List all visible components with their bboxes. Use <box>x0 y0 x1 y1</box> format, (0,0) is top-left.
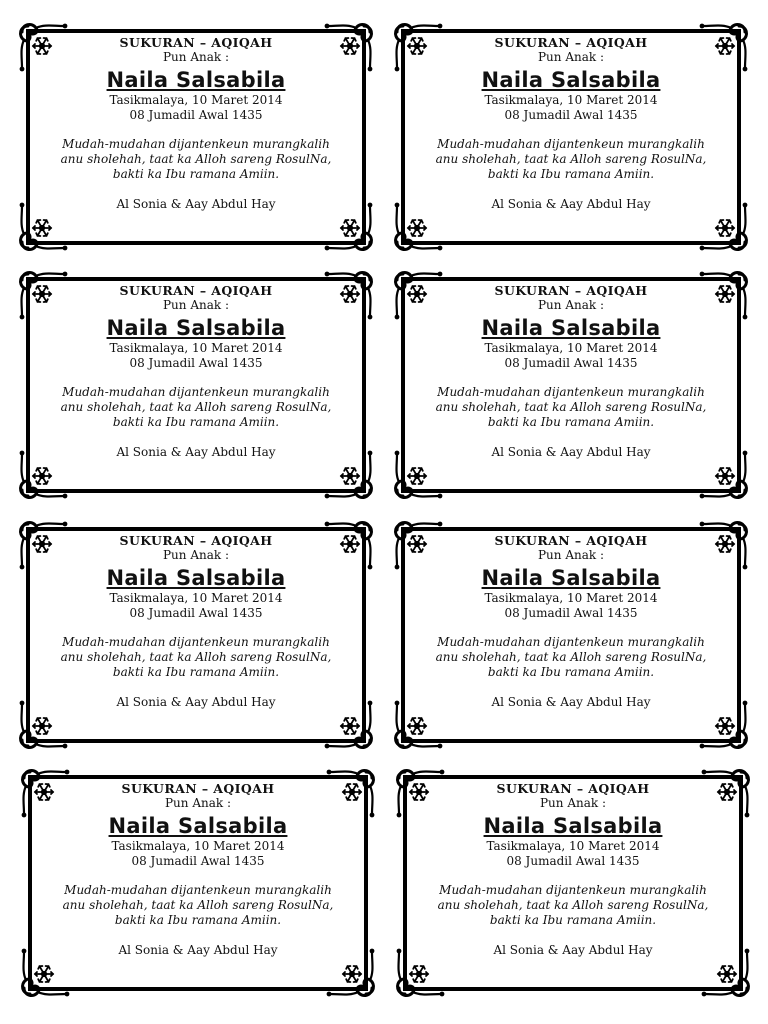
prayer-line: bakti ka Ibu ramana Amiin. <box>112 415 280 429</box>
prayer-line: bakti ka Ibu ramana Amiin. <box>112 665 280 679</box>
prayer-line: anu sholehah, taat ka Alloh sareng RosulNa, <box>60 152 332 166</box>
card-heading: SUKURAN – AQIQAH <box>496 781 650 796</box>
invitation-card <box>393 270 749 500</box>
place-date: Tasikmalaya, 10 Maret 2014 <box>484 341 658 355</box>
invitation-card <box>18 270 374 500</box>
prayer-text <box>32 883 364 928</box>
card-intro: Pun Anak : <box>537 548 605 562</box>
signature: Al Sonia & Aay Abdul Hay <box>493 943 653 957</box>
hijri-date: 08 Jumadil Awal 1435 <box>504 606 638 620</box>
prayer-line: Mudah-mudahan dijantenkeun murangkalih <box>62 635 330 649</box>
hijri-date: 08 Jumadil Awal 1435 <box>506 854 640 868</box>
signature: Al Sonia & Aay Abdul Hay <box>116 695 276 709</box>
card-intro: Pun Anak : <box>537 50 605 64</box>
prayer-line: Mudah-mudahan dijantenkeun murangkalih <box>437 385 705 399</box>
invitation-card <box>18 520 374 750</box>
child-name: Naila Salsabila <box>483 814 663 838</box>
signature: Al Sonia & Aay Abdul Hay <box>491 695 651 709</box>
prayer-text <box>405 635 737 680</box>
invitation-card <box>20 768 376 998</box>
prayer-line: Mudah-mudahan dijantenkeun murangkalih <box>62 385 330 399</box>
place-date: Tasikmalaya, 10 Maret 2014 <box>484 93 658 107</box>
prayer-line: anu sholehah, taat ka Alloh sareng RosulNa, <box>435 400 707 414</box>
card-heading: SUKURAN – AQIQAH <box>494 283 648 298</box>
prayer-line: bakti ka Ibu ramana Amiin. <box>114 913 282 927</box>
signature: Al Sonia & Aay Abdul Hay <box>116 445 276 459</box>
invitation-card <box>395 768 751 998</box>
place-date: Tasikmalaya, 10 Maret 2014 <box>109 93 283 107</box>
card-heading: SUKURAN – AQIQAH <box>119 35 273 50</box>
prayer-line: bakti ka Ibu ramana Amiin. <box>487 167 655 181</box>
prayer-text <box>407 883 739 928</box>
prayer-text <box>30 635 362 680</box>
prayer-line: bakti ka Ibu ramana Amiin. <box>487 415 655 429</box>
child-name: Naila Salsabila <box>481 68 661 92</box>
prayer-line: anu sholehah, taat ka Alloh sareng RosulNa, <box>437 898 709 912</box>
invitation-card <box>393 22 749 252</box>
child-name: Naila Salsabila <box>108 814 288 838</box>
hijri-date: 08 Jumadil Awal 1435 <box>129 356 263 370</box>
card-heading: SUKURAN – AQIQAH <box>494 35 648 50</box>
prayer-line: anu sholehah, taat ka Alloh sareng RosulNa, <box>60 400 332 414</box>
card-heading: SUKURAN – AQIQAH <box>121 781 275 796</box>
card-intro: Pun Anak : <box>162 50 230 64</box>
prayer-line: Mudah-mudahan dijantenkeun murangkalih <box>437 137 705 151</box>
hijri-date: 08 Jumadil Awal 1435 <box>129 606 263 620</box>
hijri-date: 08 Jumadil Awal 1435 <box>504 108 638 122</box>
prayer-line: anu sholehah, taat ka Alloh sareng RosulNa, <box>435 152 707 166</box>
prayer-line: Mudah-mudahan dijantenkeun murangkalih <box>64 883 332 897</box>
prayer-line: anu sholehah, taat ka Alloh sareng RosulNa, <box>60 650 332 664</box>
child-name: Naila Salsabila <box>106 566 286 590</box>
child-name: Naila Salsabila <box>481 566 661 590</box>
invitation-card <box>18 22 374 252</box>
child-name: Naila Salsabila <box>106 68 286 92</box>
signature: Al Sonia & Aay Abdul Hay <box>491 445 651 459</box>
prayer-line: Mudah-mudahan dijantenkeun murangkalih <box>62 137 330 151</box>
place-date: Tasikmalaya, 10 Maret 2014 <box>486 839 660 853</box>
prayer-line: bakti ka Ibu ramana Amiin. <box>112 167 280 181</box>
prayer-text <box>30 385 362 430</box>
prayer-line: anu sholehah, taat ka Alloh sareng RosulNa, <box>62 898 334 912</box>
card-heading: SUKURAN – AQIQAH <box>119 283 273 298</box>
prayer-text <box>405 137 737 182</box>
hijri-date: 08 Jumadil Awal 1435 <box>129 108 263 122</box>
card-heading: SUKURAN – AQIQAH <box>494 533 648 548</box>
prayer-line: bakti ka Ibu ramana Amiin. <box>487 665 655 679</box>
child-name: Naila Salsabila <box>481 316 661 340</box>
place-date: Tasikmalaya, 10 Maret 2014 <box>109 591 283 605</box>
card-heading: SUKURAN – AQIQAH <box>119 533 273 548</box>
signature: Al Sonia & Aay Abdul Hay <box>116 197 276 211</box>
card-intro: Pun Anak : <box>162 548 230 562</box>
signature: Al Sonia & Aay Abdul Hay <box>491 197 651 211</box>
prayer-text <box>30 137 362 182</box>
card-intro: Pun Anak : <box>539 796 607 810</box>
prayer-line: bakti ka Ibu ramana Amiin. <box>489 913 657 927</box>
card-intro: Pun Anak : <box>537 298 605 312</box>
signature: Al Sonia & Aay Abdul Hay <box>118 943 278 957</box>
prayer-text <box>405 385 737 430</box>
place-date: Tasikmalaya, 10 Maret 2014 <box>484 591 658 605</box>
prayer-line: Mudah-mudahan dijantenkeun murangkalih <box>439 883 707 897</box>
invitation-card <box>393 520 749 750</box>
child-name: Naila Salsabila <box>106 316 286 340</box>
hijri-date: 08 Jumadil Awal 1435 <box>504 356 638 370</box>
card-intro: Pun Anak : <box>164 796 232 810</box>
hijri-date: 08 Jumadil Awal 1435 <box>131 854 265 868</box>
prayer-line: anu sholehah, taat ka Alloh sareng RosulNa, <box>435 650 707 664</box>
place-date: Tasikmalaya, 10 Maret 2014 <box>109 341 283 355</box>
prayer-line: Mudah-mudahan dijantenkeun murangkalih <box>437 635 705 649</box>
place-date: Tasikmalaya, 10 Maret 2014 <box>111 839 285 853</box>
card-intro: Pun Anak : <box>162 298 230 312</box>
